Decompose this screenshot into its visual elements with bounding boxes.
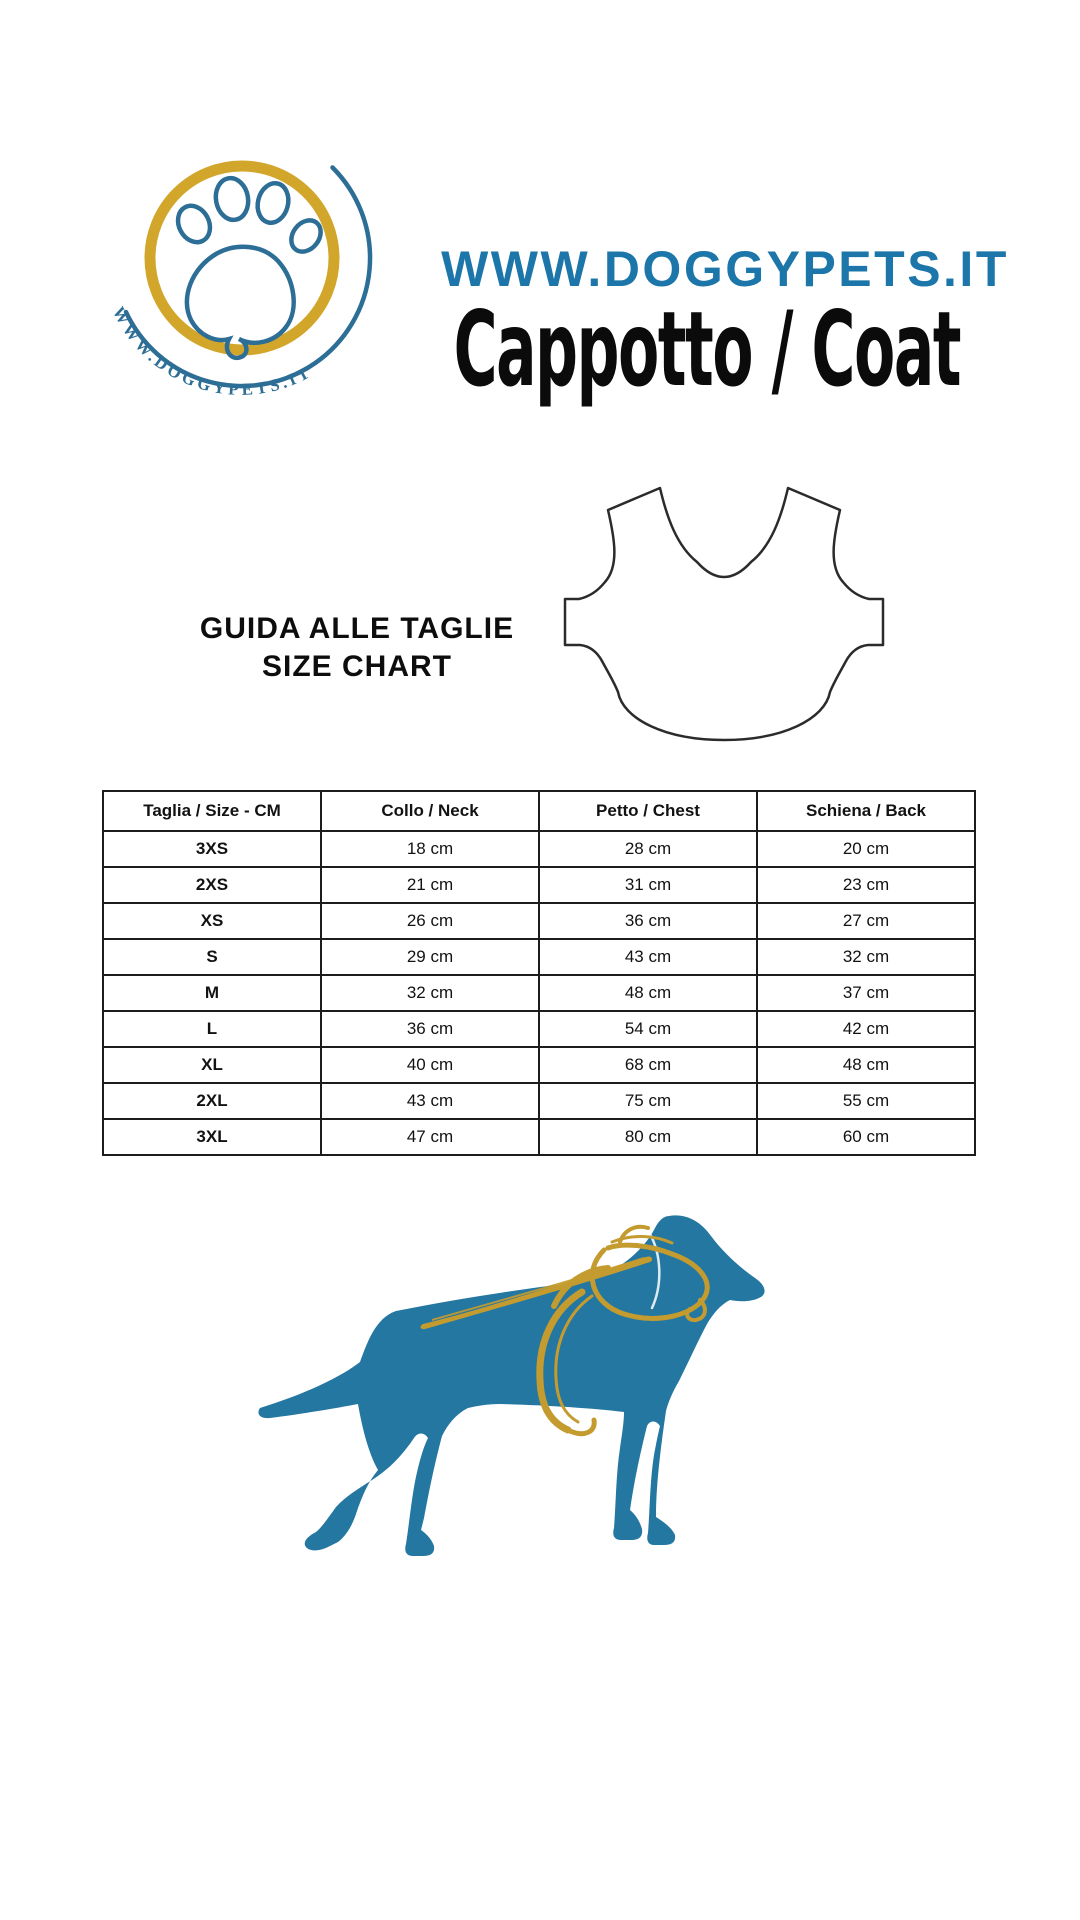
cell-back: 27 cm [757,903,975,939]
table-row [103,1011,975,1047]
site-url-text: WWW.DOGGYPETS.IT [441,241,1009,297]
cell-chest: 43 cm [539,939,757,975]
cell-size: XS [103,903,321,939]
size-guide-line-en: SIZE CHART [262,650,452,683]
cell-neck: 36 cm [321,1011,539,1047]
table-row [103,867,975,903]
cell-neck: 40 cm [321,1047,539,1083]
cell-chest: 80 cm [539,1119,757,1155]
cell-back: 37 cm [757,975,975,1011]
coat-icon [563,484,885,758]
table-row [103,975,975,1011]
coat-outline-drawing [563,484,885,758]
cell-size: 2XS [103,867,321,903]
dog-silhouette-icon [252,1212,776,1564]
cell-size: XL [103,1047,321,1083]
header-neck: Collo / Neck [321,791,539,831]
table-row [103,1047,975,1083]
cell-neck: 47 cm [321,1119,539,1155]
cell-back: 60 cm [757,1119,975,1155]
cell-size: 3XS [103,831,321,867]
cell-chest: 54 cm [539,1011,757,1047]
cell-chest: 48 cm [539,975,757,1011]
table-header-row [103,791,975,831]
size-table-body [103,831,975,1155]
size-guide-heading [107,610,607,686]
cell-back: 55 cm [757,1083,975,1119]
dog-illustration [252,1212,776,1564]
cell-chest: 28 cm [539,831,757,867]
cell-size: M [103,975,321,1011]
cell-size: 2XL [103,1083,321,1119]
doggypets-logo [92,96,392,396]
cell-chest: 68 cm [539,1047,757,1083]
dog-body [258,1215,764,1556]
header-size: Taglia / Size - CM [103,791,321,831]
table-header [103,791,975,831]
cell-neck: 21 cm [321,867,539,903]
cell-chest: 36 cm [539,903,757,939]
cell-size: L [103,1011,321,1047]
table-row [103,1119,975,1155]
table-row [103,903,975,939]
table-row [103,831,975,867]
logo-curved-text: WWW.DOGGYPETS.IT [108,303,316,396]
cell-size: 3XL [103,1119,321,1155]
cell-neck: 32 cm [321,975,539,1011]
cell-back: 48 cm [757,1047,975,1083]
header-chest: Petto / Chest [539,791,757,831]
size-chart-table [102,790,976,1156]
table-row [103,939,975,975]
cell-back: 32 cm [757,939,975,975]
cell-size: S [103,939,321,975]
logo-gold-ring [150,166,334,350]
cell-back: 20 cm [757,831,975,867]
size-guide-line-it: GUIDA ALLE TAGLIE [199,612,515,645]
page-title: Cappotto / Coat [453,288,961,410]
cell-neck: 26 cm [321,903,539,939]
cell-neck: 18 cm [321,831,539,867]
cell-chest: 75 cm [539,1083,757,1119]
header-back: Schiena / Back [757,791,975,831]
cell-back: 42 cm [757,1011,975,1047]
table-row [103,1083,975,1119]
paw-logo-icon [92,96,392,396]
cell-neck: 43 cm [321,1083,539,1119]
cell-chest: 31 cm [539,867,757,903]
cell-neck: 29 cm [321,939,539,975]
cell-back: 23 cm [757,867,975,903]
